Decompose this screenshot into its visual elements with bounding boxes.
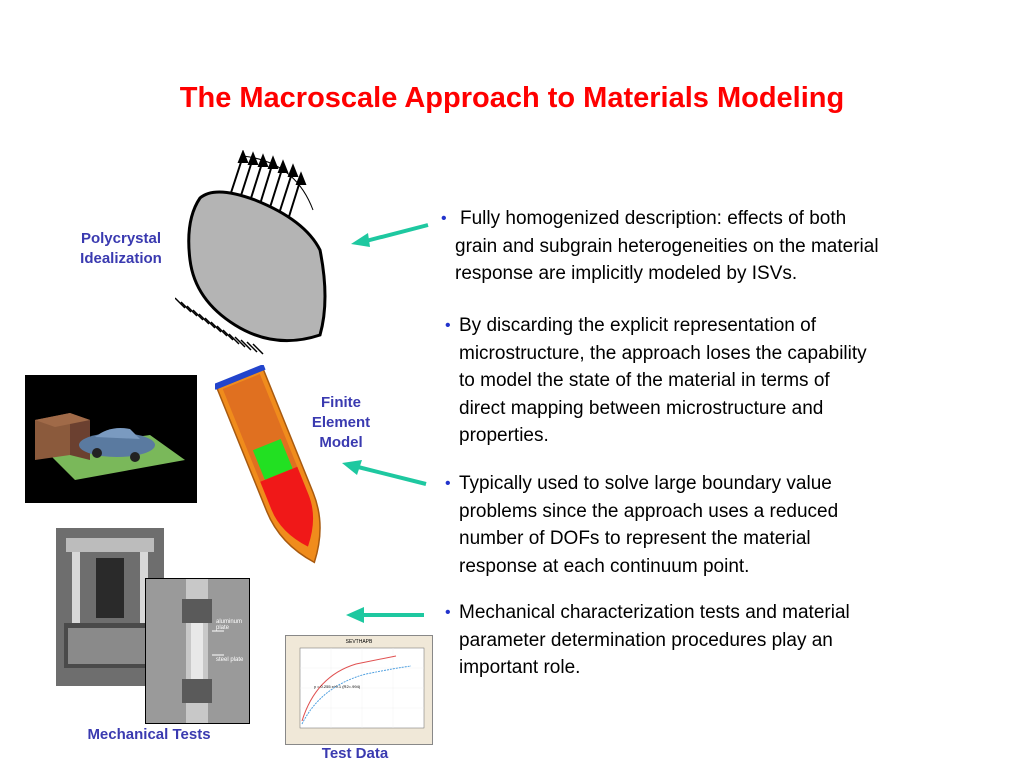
bullet-2-line: direct mapping between microstructure and	[459, 397, 824, 419]
polycrystal-label-line2: Idealization	[80, 250, 162, 267]
bullet-2-line: to model the state of the material in terms of	[459, 370, 830, 391]
steel-plate-label: steel plate	[216, 657, 244, 663]
bullet-4-line: Mechanical characterization tests and material	[459, 602, 850, 623]
bullet-3-line: problems since the approach uses a reduced	[459, 500, 839, 522]
bullet-3-line: response at each continuum point.	[459, 555, 750, 577]
polycrystal-label	[62, 229, 180, 269]
test-data-label: Test Data	[321, 745, 389, 762]
bullet-4	[445, 599, 979, 682]
bullet-1-line: grain and subgrain heterogeneities on the material	[455, 235, 879, 257]
polycrystal-label-line1: Polycrystal	[80, 230, 162, 247]
mechanical-tests-label: Mechanical Tests	[87, 726, 211, 743]
arrow-to-polycrystal	[348, 222, 430, 248]
bullet-2-line: properties.	[459, 425, 549, 446]
arrow-to-finite-element	[340, 458, 430, 488]
bullet-2	[445, 312, 979, 450]
bullet-2-line: By discarding the explicit representation of	[459, 315, 816, 336]
bullet-3-line: Typically used to solve large boundary value	[459, 473, 832, 494]
bullet-dot: •	[445, 475, 451, 492]
bullet-dot: •	[445, 317, 451, 334]
fe-label-line3: Model	[319, 434, 363, 451]
bullet-1-line: Fully homogenized description: effects of both	[460, 208, 847, 229]
bullet-1-line: response are implicitly modeled by ISVs.	[455, 263, 798, 284]
finite-element-label	[296, 393, 386, 453]
bullet-dot: •	[441, 210, 447, 227]
bullet-dot: •	[445, 604, 451, 621]
arrow-to-mechanical-tests	[344, 605, 426, 625]
specimen-closeup-photo	[145, 578, 250, 724]
test-data-plot	[285, 635, 433, 745]
polycrystal-diagram	[175, 150, 335, 360]
bullet-3	[445, 470, 979, 580]
bullet-3-line: number of DOFs to represent the material	[459, 528, 811, 549]
plot-annotation: y = 0.255 x^0.1 (R2=.994)	[314, 684, 361, 689]
bullet-2-line: microstructure, the approach loses the capability	[459, 342, 867, 364]
bullet-4-line: important role.	[459, 657, 581, 678]
fe-label-line2: Element	[311, 414, 371, 431]
fe-label-line1: Finite	[321, 394, 361, 411]
aluminum-plate-label: aluminum plate	[216, 619, 243, 631]
bullet-1	[441, 205, 975, 288]
bullet-4-line: parameter determination procedures play an	[459, 629, 833, 651]
page-title: The Macroscale Approach to Materials Modeling	[179, 82, 845, 114]
plot-title: SEVTHAPB	[345, 639, 373, 645]
crash-simulation-image	[25, 375, 197, 503]
